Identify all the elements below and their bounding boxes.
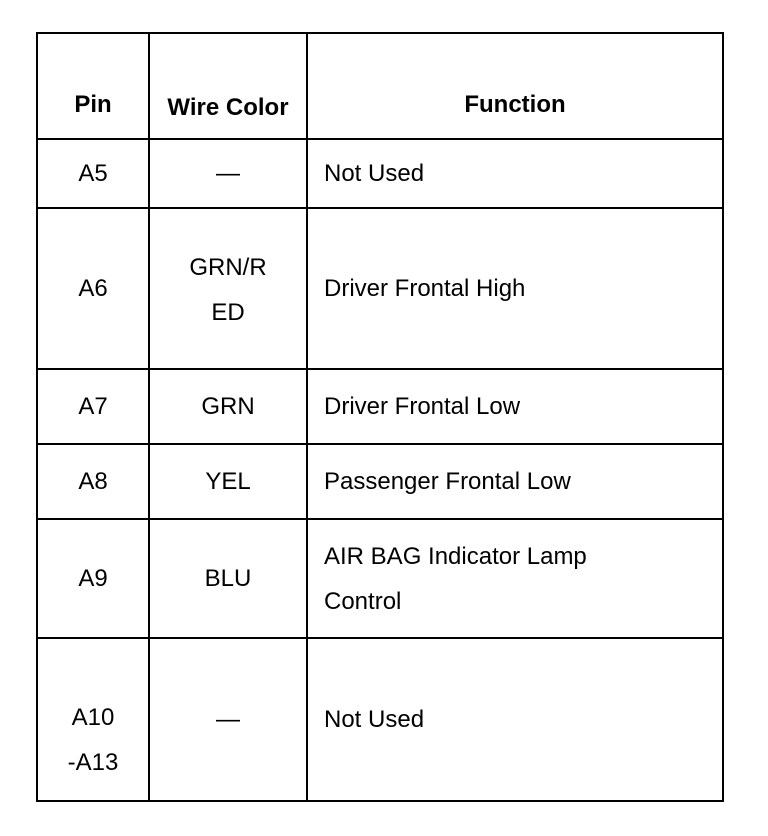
wire-color-text: — bbox=[216, 160, 240, 187]
header-pin: Pin bbox=[37, 33, 149, 139]
wire-color-text: GRN bbox=[201, 393, 255, 420]
function-cell bbox=[307, 638, 723, 801]
wire-color-text: BLU bbox=[204, 565, 252, 592]
header-wire-color-line1: Wire bbox=[167, 94, 220, 121]
wire-color-text: GRN/R bbox=[189, 254, 267, 281]
function-text: Not Used bbox=[324, 706, 425, 733]
pin-text: A5 bbox=[78, 160, 108, 187]
function-text: Passenger Frontal Low bbox=[324, 468, 571, 495]
function-cell bbox=[307, 369, 723, 444]
function-text: Driver Frontal Low bbox=[324, 393, 521, 420]
table-row bbox=[37, 139, 723, 208]
function-text: Not Used bbox=[324, 160, 425, 187]
wire-color-cell bbox=[149, 369, 307, 444]
header-function: Function bbox=[307, 33, 723, 139]
wire-color-text: — bbox=[216, 706, 240, 733]
function-cell bbox=[307, 519, 723, 638]
table-row bbox=[37, 519, 723, 638]
pin-cell bbox=[37, 139, 149, 208]
pin-table bbox=[36, 32, 724, 802]
pin-text: A8 bbox=[78, 468, 108, 495]
pin-text: A6 bbox=[78, 275, 108, 302]
wire-color-cell bbox=[149, 638, 307, 801]
function-cell bbox=[307, 444, 723, 519]
table-row bbox=[37, 638, 723, 801]
wire-color-cell bbox=[149, 519, 307, 638]
function-cell bbox=[307, 139, 723, 208]
header-wire-color bbox=[149, 33, 307, 139]
pin-cell bbox=[37, 208, 149, 369]
wire-color-cell bbox=[149, 444, 307, 519]
wire-color-text: YEL bbox=[205, 468, 251, 495]
function-text: AIR BAG Indicator Lamp bbox=[324, 542, 587, 570]
pin-cell bbox=[37, 638, 149, 801]
pin-text: A7 bbox=[78, 393, 108, 420]
header-row bbox=[37, 33, 723, 139]
pin-text: A10 bbox=[71, 704, 115, 731]
pin-cell bbox=[37, 519, 149, 638]
pin-text: -A13 bbox=[67, 749, 119, 776]
wire-color-cell bbox=[149, 139, 307, 208]
function-cell bbox=[307, 208, 723, 369]
pin-text: A9 bbox=[78, 565, 108, 592]
wire-color-text: ED bbox=[211, 299, 245, 326]
table-row bbox=[37, 369, 723, 444]
wire-color-cell bbox=[149, 208, 307, 369]
header-wire-color-line2: Color bbox=[225, 94, 289, 121]
table-row bbox=[37, 208, 723, 369]
function-text: Driver Frontal High bbox=[324, 275, 526, 302]
table-row bbox=[37, 444, 723, 519]
pin-cell bbox=[37, 444, 149, 519]
function-text: Control bbox=[324, 587, 402, 615]
pin-cell bbox=[37, 369, 149, 444]
